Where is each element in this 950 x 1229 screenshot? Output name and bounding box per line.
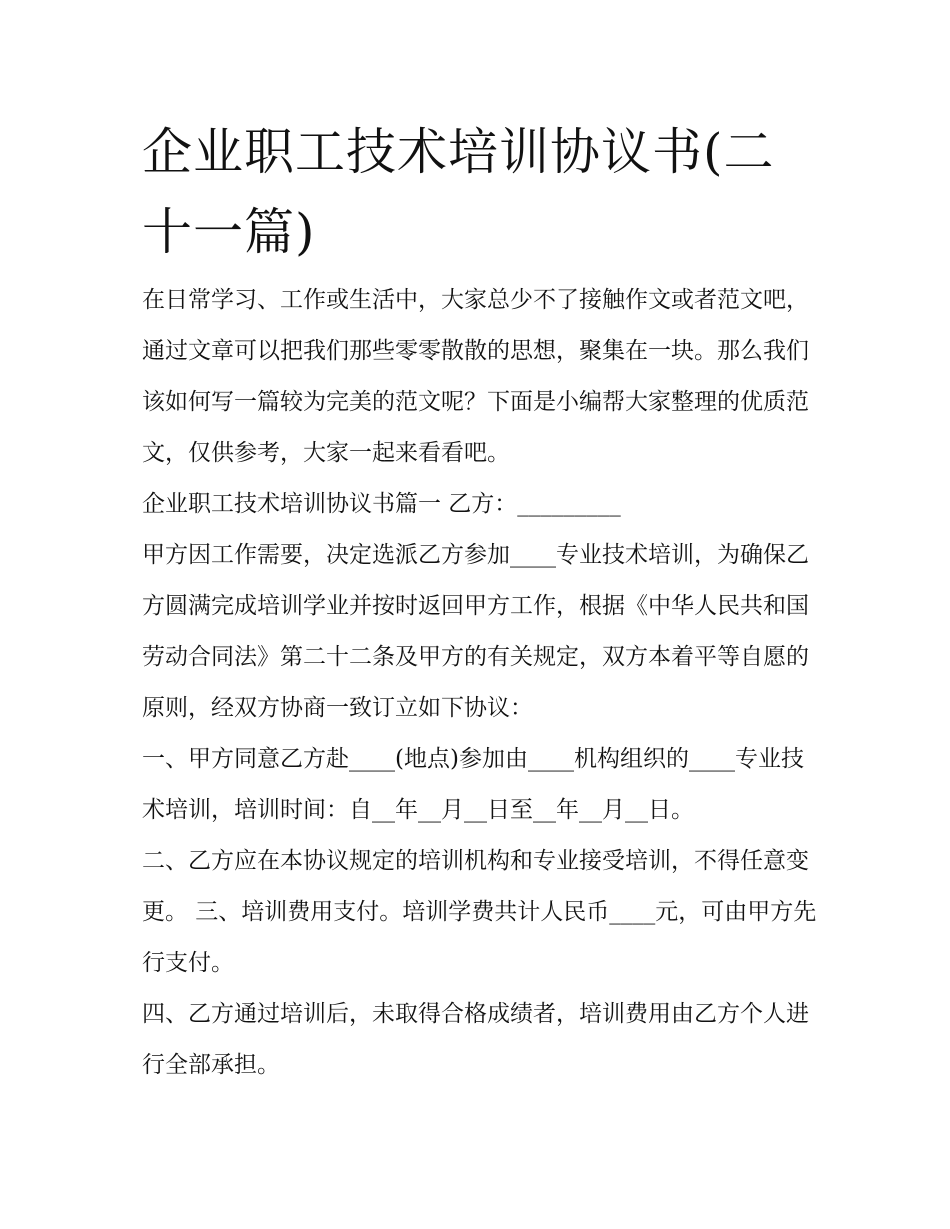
clause-2-3: 二、乙方应在本协议规定的培训机构和专业接受培训，不得任意变更。 三、培训费用支付。培训学费共计人民币____元，可由甲方先行支付。: [142, 848, 817, 976]
document-title: 企业职工技术培训协议书(二十一篇): [142, 123, 775, 261]
clause-1: 一、甲方同意乙方赴____(地点)参加由____机构组织的____专业技术培训，培训时间：自__年__月__日至__年__月__日。: [142, 746, 804, 823]
clause-4: 四、乙方通过培训后，未取得合格成绩者，培训费用由乙方个人进行全部承担。: [142, 1001, 809, 1078]
section-heading: 企业职工技术培训协议书篇一 乙方：_________: [142, 491, 621, 517]
preamble-paragraph: 甲方因工作需要，决定选派乙方参加____专业技术培训，为确保乙方圆满完成培训学业并按时返回甲方工作，根据《中华人民共和国劳动合同法》第二十二条及甲方的有关规定，双方本着平等自愿的原则，经双方协商一致订立如下协议：: [142, 542, 809, 721]
intro-paragraph: 在日常学习、工作或生活中，大家总少不了接触作文或者范文吧，通过文章可以把我们那些零零散散的思想，聚集在一块。那么我们该如何写一篇较为完美的范文呢？下面是小编帮大家整理的优质范文，仅供参考，大家一起来看看吧。: [142, 287, 809, 466]
document-body: [142, 275, 822, 1091]
